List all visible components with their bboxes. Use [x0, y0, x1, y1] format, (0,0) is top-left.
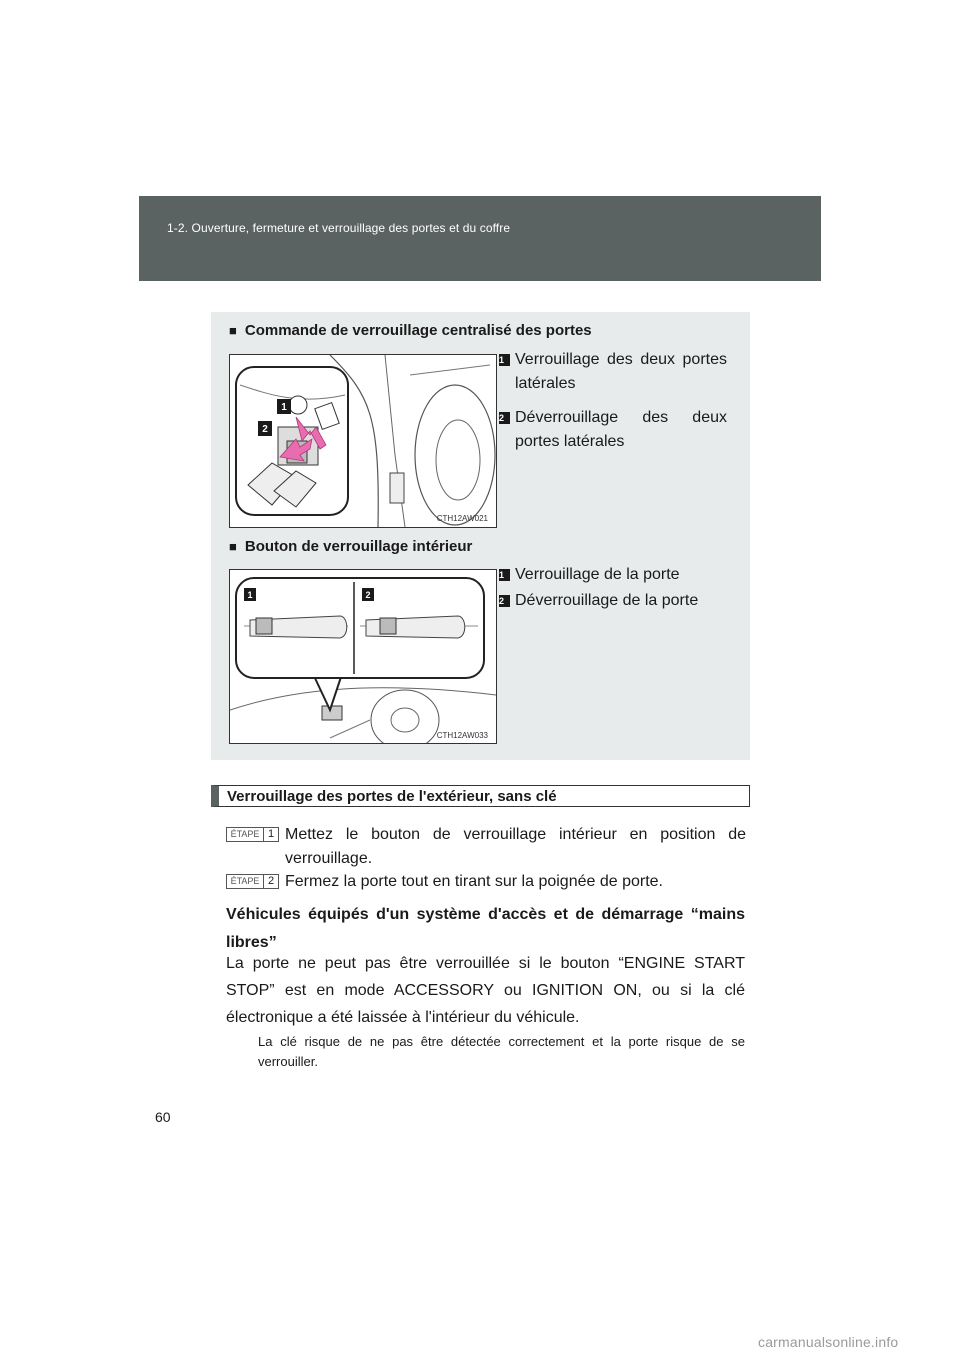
legend-inside-lock: [499, 563, 727, 615]
header-bar: [139, 196, 821, 281]
figure-central-lock: [229, 354, 497, 528]
figure-code: CTH12AW021: [436, 514, 488, 523]
callout-1: 1: [247, 590, 253, 600]
legend-item: 1 Verrouillage des deux portes latérales: [499, 351, 727, 392]
square-bullet-icon: ■: [229, 323, 237, 338]
section-heading-central-lock: ■ Commande de verrouillage centralisé des portes: [229, 322, 592, 339]
legend-item: 1 Verrouillage de la porte: [499, 566, 680, 583]
square-bullet-icon: ■: [229, 539, 237, 554]
step-badge: ÉTAPE 2: [226, 874, 279, 889]
step-text: Mettez le bouton de verrouillage intérieur en position de verrouillage.: [285, 826, 746, 867]
section-heading-outside-lock: Verrouillage des portes de l'extérieur, sans clé: [211, 785, 750, 807]
legend-item: 2 Déverrouillage de la porte: [499, 592, 699, 609]
number-badge: 2: [499, 412, 510, 424]
body-paragraph: La porte ne peut pas être verrouillée si le bouton “ENGINE START STOP” est en mode ACCESSORY ou IGNITION ON, ou si la clé électronique a été laissée à l'intérieur du véhicule.: [226, 955, 745, 1026]
callout-1: 1: [281, 402, 287, 413]
step-text: Fermez la porte tout en tirant sur la poignée de porte.: [285, 873, 663, 890]
callout-2: 2: [262, 424, 268, 435]
note-text: La clé risque de ne pas être détectée correctement et la porte risque de se verrouiller.: [258, 1034, 745, 1069]
page-number: 60: [155, 1109, 171, 1125]
number-badge: 1: [499, 569, 510, 581]
breadcrumb: 1-2. Ouverture, fermeture et verrouillage des portes et du coffre: [167, 221, 511, 235]
subheading-keyless: Véhicules équipés d'un système d'accès et de démarrage “mains libres”: [226, 906, 745, 951]
callout-2: 2: [365, 590, 371, 600]
legend-item: 2 Déverrouillage des deux portes latérales: [499, 409, 727, 450]
figure-inside-lock: [229, 569, 497, 744]
section-heading-inside-lock: ■ Bouton de verrouillage intérieur: [229, 538, 473, 555]
step-badge: ÉTAPE 1: [226, 827, 279, 842]
step-1: [226, 823, 746, 871]
info-box: [211, 312, 750, 760]
number-badge: 1: [499, 354, 510, 366]
footer-watermark: carmanualsonline.info: [758, 1334, 899, 1350]
step-2: [226, 870, 746, 894]
legend-central-lock: [499, 348, 727, 464]
figure-code: CTH12AW033: [436, 731, 488, 740]
number-badge: 2: [499, 595, 510, 607]
